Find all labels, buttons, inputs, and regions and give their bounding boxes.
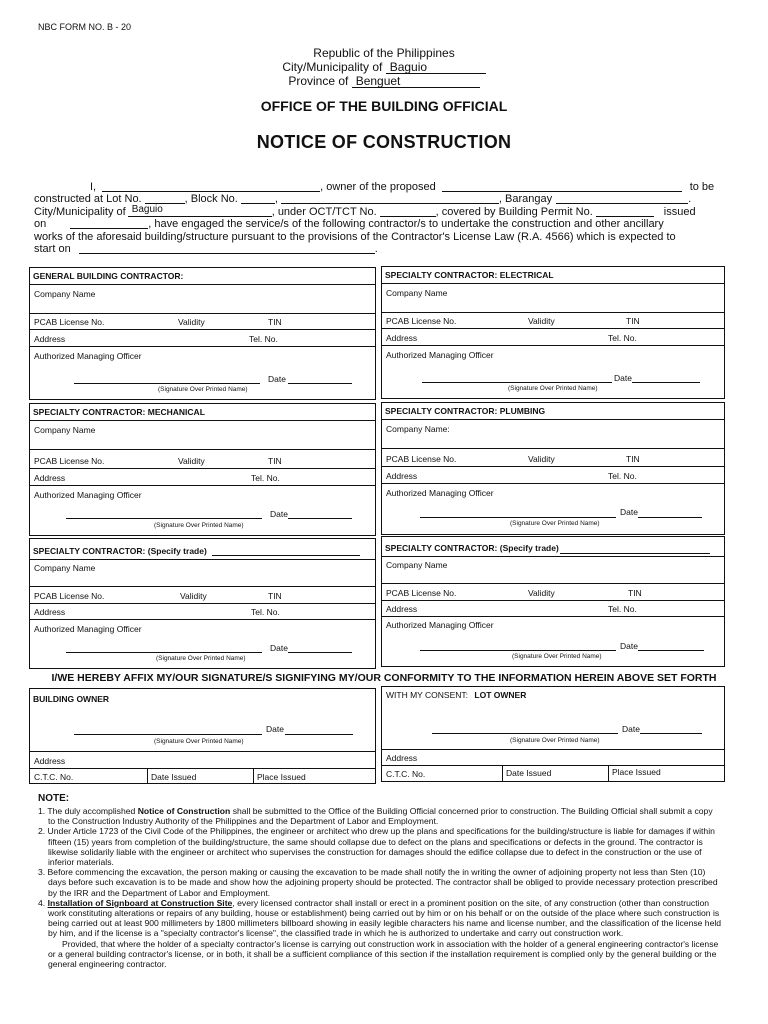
specify-trade-contractor-box-1: SPECIALTY CONTRACTOR: (Specify trade) Company Name PCAB License No. Validity TIN Address Tel. No. Authorized Managing Officer Date (Signature Over Printed Name): [29, 538, 376, 669]
notes-section: [36, 806, 722, 969]
mechanical-contractor-box: SPECIALTY CONTRACTOR: MECHANICAL Company Name PCAB License No. Validity TIN Address Tel. No. Authorized Managing Officer Date (Signature Over Printed Name): [29, 403, 376, 536]
intro-line-5: works of the aforesaid building/structure pursuant to the provisions of the Contractor's License Law (R.A. 4566) which is expected to: [34, 230, 676, 243]
lot-no-field[interactable]: [145, 193, 185, 204]
date-line[interactable]: [638, 650, 704, 651]
signature-line[interactable]: [74, 383, 260, 384]
date-line[interactable]: [288, 383, 352, 384]
note-1: 1. The duly accomplished Notice of Construction shall be submitted to the Office of the Building Official concerned prior to construction. The Building Official shall submit a copy to the Construction Industry Authority of the Philippines and the Department of Labor and Employment.: [38, 806, 713, 827]
street-field[interactable]: [281, 193, 499, 204]
intro-line-1: I, , owner of the proposed to be: [90, 181, 715, 193]
note-3: 3. Before commencing the excavation, the person making or causing the excavation to be made shall notify the in writing the owner of adjoining property not less than Sten (10) days before such excavation is to be made and show how the adjoining property should be protected. The contractor shall be obliged to provide necessary protection prescribed by the IRR and the Department of Labor and Employment.: [38, 867, 718, 898]
signature-line[interactable]: [74, 734, 262, 735]
intro-paragraph: [34, 181, 716, 255]
signature-line[interactable]: [66, 518, 262, 519]
signature-line[interactable]: [422, 382, 612, 383]
signature-line[interactable]: [432, 733, 618, 734]
conformity-statement: I/WE HEREBY AFFIX MY/OUR SIGNATURE/S SIGNIFYING MY/OUR CONFORMITY TO THE INFORMATION HEREIN ABOVE SET FORTH: [51, 672, 717, 684]
oct-tct-field[interactable]: [380, 206, 436, 217]
proposed-structure-field[interactable]: [442, 181, 682, 192]
province-field[interactable]: Benguet: [352, 76, 480, 88]
owner-name-field[interactable]: [102, 181, 320, 192]
barangay-field[interactable]: [556, 193, 688, 204]
form-number: NBC FORM NO. B - 20: [38, 22, 132, 32]
general-contractor-box: GENERAL BUILDING CONTRACTOR: Company Name PCAB License No. Validity TIN Address Tel. No. Authorized Managing Officer Date (Signature Over Printed Name): [29, 267, 376, 400]
electrical-contractor-box: SPECIALTY CONTRACTOR: ELECTRICAL Company Name PCAB License No. Validity TIN Address Tel. No. Authorized Managing Officer Date (Signature Over Printed Name): [381, 266, 725, 399]
plumbing-contractor-box: SPECIALTY CONTRACTOR: PLUMBING Company Name: PCAB License No. Validity TIN Address Tel. No. Authorized Managing Officer Date (Signature Over Printed Name): [381, 402, 725, 535]
date-line[interactable]: [638, 517, 702, 518]
province-line: Province of Benguet: [0, 74, 768, 88]
note-4: 4. Installation of Signboard at Construction Site, every licensed contractor shall install or erect in a prominent position on the site, of any construction (other than construction work constituting alterations or repairs of any building, house or establishment) being carried out by him or on his behalf or on the outside of the place where such construction is being carried out at least 900 millimeters by 1800 millimeters billboard showing in easily legible characters his name and license number, and the classification of the license held by him, and if the license is a "specialty contractor's license", the classified trade in which he is authorized to undertake and carry out construction work.: [38, 897, 722, 939]
intro-city-field[interactable]: Baguio: [128, 206, 272, 217]
building-owner-box: BUILDING OWNER Date (Signature Over Printed Name) Address C.T.C. No. Date Issued Place Issued: [29, 688, 376, 784]
issued-on-field[interactable]: [70, 218, 148, 229]
note-2: 2. Under Article 1723 of the Civil Code of the Philippines, the engineer or architect who drew up the plans and specifications for the building/structure is liable for damages if within fifteen (15) years from completion of the building/structure, the same should collapse due to defect on the plans and specifications or defects in the ground. The contractor is likewise solidarily liable with the engineer or architect who supervises the construction for damages should the edifice collapse due to defect in the construction or the use of inferior materials.: [38, 826, 715, 868]
intro-line-4: on , have engaged the service/s of the following contractor/s to undertake the construction and other ancillary: [34, 218, 664, 231]
date-line[interactable]: [632, 382, 700, 383]
republic-line: Republic of the Philippines: [313, 46, 455, 60]
document-title: NOTICE OF CONSTRUCTION: [256, 132, 512, 152]
specify-trade-contractor-box-2: SPECIALTY CONTRACTOR: (Specify trade) Company Name PCAB License No. Validity TIN Address Tel. No. Authorized Managing Officer Date (Signature Over Printed Name): [381, 536, 725, 667]
date-line[interactable]: [288, 518, 352, 519]
office-title: OFFICE OF THE BUILDING OFFICIAL: [260, 98, 508, 114]
lot-owner-consent-box: WITH MY CONSENT: LOT OWNER Date (Signature Over Printed Name) Address C.T.C. No. Date Issued Place Issued: [381, 686, 725, 782]
signature-line[interactable]: [66, 652, 262, 653]
signature-line[interactable]: [420, 650, 616, 651]
city-line: City/Municipality of Baguio: [0, 60, 768, 74]
city-field[interactable]: Baguio: [386, 62, 486, 74]
building-permit-field[interactable]: [596, 206, 654, 217]
block-no-field[interactable]: [241, 193, 275, 204]
intro-line-2: constructed at Lot No. , Block No. , , Barangay .: [34, 193, 692, 206]
intro-line-6: start on .: [34, 243, 378, 256]
signature-line[interactable]: [420, 517, 616, 518]
date-line[interactable]: [288, 652, 352, 653]
start-date-field[interactable]: [79, 243, 375, 254]
date-line[interactable]: [285, 734, 353, 735]
intro-line-3: City/Municipality of Baguio , under OCT/TCT No. , covered by Building Permit No. issued: [34, 203, 696, 218]
trade-field[interactable]: [560, 553, 710, 554]
note-heading: NOTE:: [38, 793, 70, 804]
note-4-proviso: Provided, that where the holder of a specialty contractor's license is carrying out construction work in association with the holder of a general engineering contractor's license or a general building contractor's license, or in both, it shall be a sufficient compliance of this section if the installation requirement is complied only by the general building or the general engineering contractor.: [48, 938, 719, 970]
date-line[interactable]: [640, 733, 702, 734]
trade-field[interactable]: [212, 555, 360, 556]
